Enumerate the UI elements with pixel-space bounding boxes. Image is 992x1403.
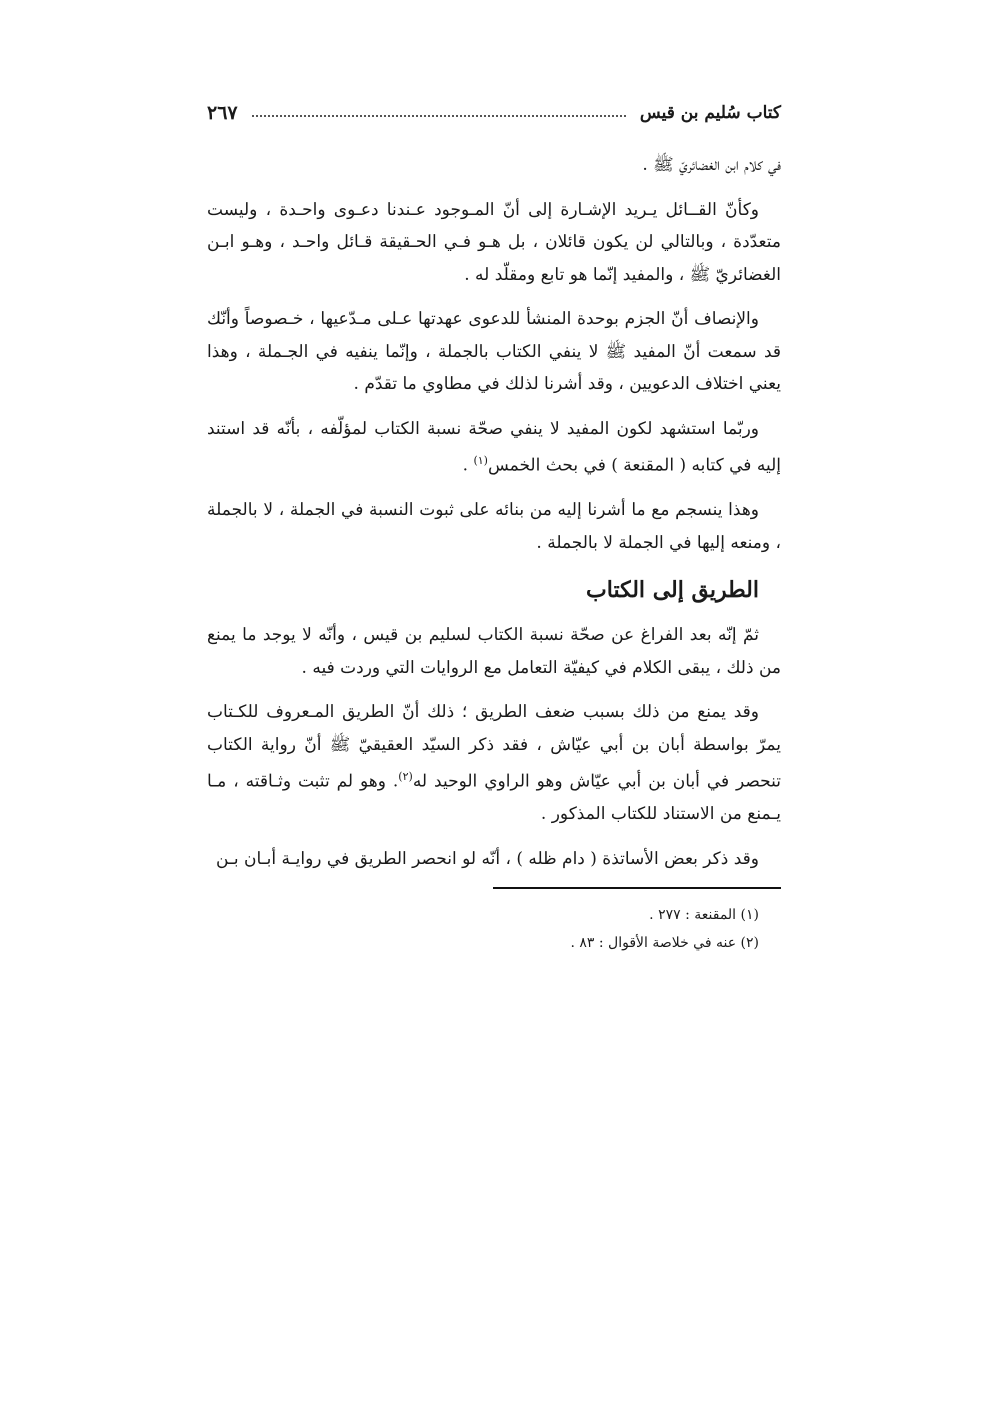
footnote-mark: (١) — [473, 454, 488, 467]
book-title: كتاب سُليم بن قيس — [639, 103, 781, 123]
paragraph-text-continued: . وهو لم تثبت وثـاقته ، مـا يـمنع من الاستناد للكتاب المذكور . — [207, 771, 781, 825]
footnote: (١) المقنعة : ٢٧٧ . — [649, 907, 759, 924]
paragraph: والإنصاف أنّ الجزم بوحدة المنشأ للدعوى عهدتها عـلى مـدّعيها ، خـصوصاً وأنّك قد سمعت أنّ المفيد ﷺ لا ينفي الكتاب بالجملة ، وإنّما ينفيه في الجـملة ، وهذا يعني اختلاف الدعويين ، وقد أشرنا لذلك في مطاوي ما تقدّم . — [207, 309, 781, 394]
section-heading: الطريق إلى الكتاب — [586, 577, 759, 604]
paragraph-with-footnote: وربّما استشهد لكون المفيد لا ينفي صحّة نسبة الكتاب لمؤلّفه ، بأنّه قد استند إليه في كتابه ( المقنعة ) في بحث الخمس$^{(١)}$ . — [207, 418, 781, 476]
header-leader-dots — [252, 115, 626, 117]
paragraph-text: وربّما استشهد لكون المفيد لا ينفي صحّة نسبة الكتاب لمؤلّفه ، بأنّه قد استند إليه في كتابه ( المقنعة ) في بحث الخمس — [207, 418, 781, 476]
page-number: ٢٦٧ — [207, 102, 238, 124]
footnote: (٢) عنه في خلاصة الأقوال : ٨٣ . — [570, 935, 759, 952]
paragraph-with-footnote — [207, 696, 781, 831]
paragraph-text: وقد يمنع من ذلك بسبب ضعف الطريق ؛ ذلك أنّ الطريق المـعروف للكـتاب يمرّ بواسطة أبان بن أبي عيّاش ، فقد ذكر السيّد العقيقيّ ﷺ أنّ رواية الكتاب تنحصر في أبان بن أبي عيّاش وهو الراوي الوحيد له — [207, 702, 781, 792]
paragraph: ثمّ إنّه بعد الفراغ عن صحّة نسبة الكتاب لسليم بن قيس ، وأنّه لا يوجد ما يمنع من ذلك ، يبقى الكلام في كيفيّة التعامل مع الروايات التي وردت فيه . — [207, 625, 781, 678]
page-body — [207, 149, 781, 957]
paragraph: وهذا ينسجم مع ما أشرنا إليه من بنائه على ثبوت النسبة في الجملة ، لا بالجملة ، ومنعه إليها في الجملة لا بالجملة . — [207, 500, 781, 553]
page — [207, 95, 781, 957]
footnote-separator — [493, 887, 781, 889]
running-header — [207, 95, 781, 131]
paragraph: وقد ذكر بعض الأساتذة ( دام ظله ) ، أنّه لو انحصر الطريق في روايـة أبـان بـن — [215, 848, 759, 869]
paragraph: وكأنّ القــائل يـريد الإشـارة إلى أنّ المـوجود عـندنا دعـوى واحـدة ، وليست متعدّدة ، وبالتالي لن يكون قائلان ، بل هـو فـي الحـقيقة قـائل واحـد ، وهـو ابـن الغضائريّ ﷺ ، والمفيد إنّما هو تابع ومقلّد له . — [207, 199, 781, 285]
paragraph: في كلام ابن الغضائريّ ﷺ . — [642, 155, 781, 175]
footnote-mark: (٢) — [398, 770, 413, 784]
